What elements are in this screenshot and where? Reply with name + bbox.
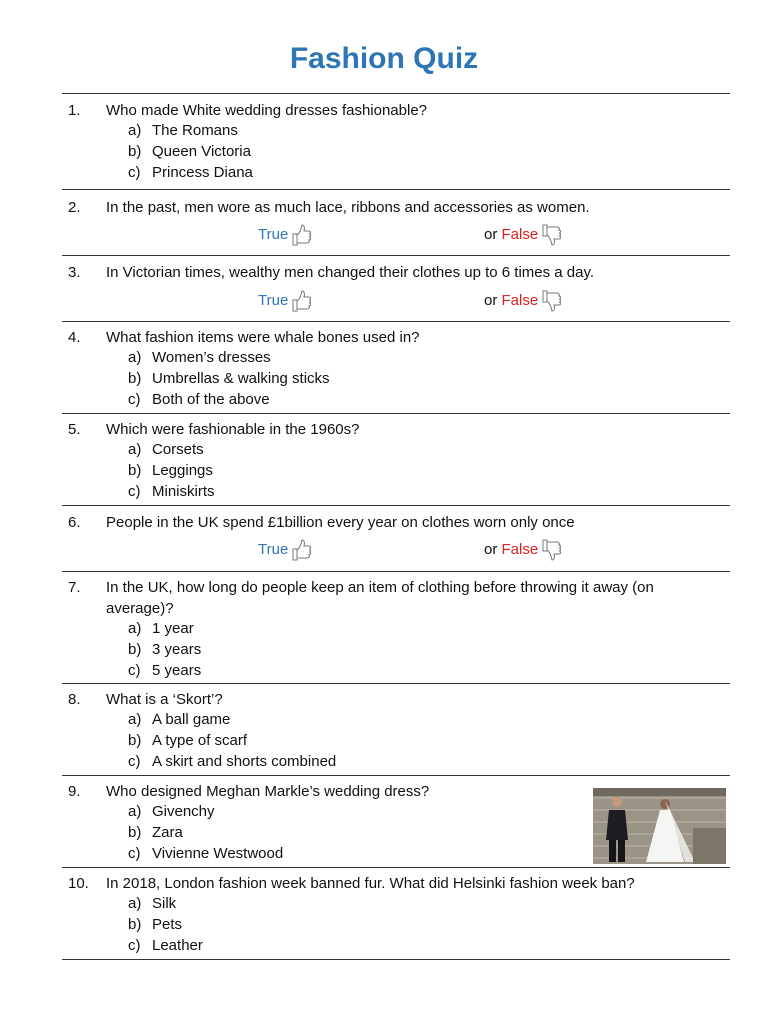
false-option[interactable]: or False	[484, 538, 561, 562]
option-a: a) Corsets	[128, 441, 204, 458]
thumbs-up-icon	[289, 289, 311, 313]
quiz-list	[62, 93, 730, 960]
question-number: 10.	[68, 875, 89, 892]
page-title: Fashion Quiz	[289, 42, 479, 75]
option-c: c) Princess Diana	[128, 164, 253, 181]
question-text: In Victorian times, wealthy men changed their clothes up to 6 times a day.	[106, 264, 595, 281]
question-number: 8.	[68, 691, 81, 708]
option-a: a) The Romans	[128, 122, 238, 139]
option-b: b) Leggings	[128, 462, 213, 479]
question-7	[62, 572, 730, 684]
option-c: c) Leather	[128, 937, 203, 954]
question-6	[62, 506, 730, 572]
question-1	[62, 94, 730, 190]
question-text: What fashion items were whale bones used in?	[106, 329, 420, 346]
option-b: b) Zara	[128, 824, 183, 841]
question-number: 7.	[68, 579, 81, 596]
question-text: In 2018, London fashion week banned fur. What did Helsinki fashion week ban?	[106, 875, 635, 892]
true-option[interactable]: True	[258, 538, 311, 562]
options-list	[128, 347, 330, 410]
question-text: In the UK, how long do people keep an item of clothing before throwing it away (on average)?	[106, 579, 654, 617]
thumbs-down-icon	[539, 289, 561, 313]
question-text: What is a ‘Skort’?	[106, 691, 223, 708]
option-a: a) Women’s dresses	[128, 349, 271, 366]
false-option[interactable]: or False	[484, 223, 561, 247]
option-b: b) 3 years	[128, 641, 202, 658]
options-list	[128, 801, 283, 864]
option-c: c) Both of the above	[128, 391, 270, 408]
option-b: b) Pets	[128, 916, 183, 933]
options-list	[128, 439, 215, 502]
question-text: In the past, men wore as much lace, ribbons and accessories as women.	[106, 199, 590, 216]
true-option[interactable]: True	[258, 223, 311, 247]
option-b: b) Umbrellas & walking sticks	[128, 370, 330, 387]
thumbs-up-icon	[289, 223, 311, 247]
options-list	[128, 618, 201, 681]
true-option[interactable]: True	[258, 289, 311, 313]
false-option[interactable]: or False	[484, 289, 561, 313]
option-c: c) Vivienne Westwood	[128, 845, 284, 862]
question-text: People in the UK spend £1billion every year on clothes worn only once	[106, 514, 575, 531]
option-c: c) Miniskirts	[128, 483, 215, 500]
option-a: a) 1 year	[128, 620, 194, 637]
option-c: c) 5 years	[128, 662, 202, 679]
thumbs-down-icon	[539, 223, 561, 247]
wedding-photo	[593, 788, 726, 864]
question-number: 2.	[68, 199, 81, 216]
option-a: a) Silk	[128, 895, 177, 912]
option-c: c) A skirt and shorts combined	[128, 753, 337, 770]
question-number: 5.	[68, 421, 81, 438]
option-a: a) A ball game	[128, 711, 231, 728]
question-3	[62, 256, 730, 322]
question-9	[62, 776, 730, 868]
question-5	[62, 414, 730, 506]
thumbs-up-icon	[289, 538, 311, 562]
question-4	[62, 322, 730, 414]
question-text: Who designed Meghan Markle’s wedding dress?	[106, 783, 430, 800]
option-b: b) A type of scarf	[128, 732, 248, 749]
question-8	[62, 684, 730, 776]
option-a: a) Givenchy	[128, 803, 215, 820]
option-b: b) Queen Victoria	[128, 143, 251, 160]
question-number: 1.	[68, 102, 81, 119]
question-number: 6.	[68, 514, 81, 531]
options-list	[128, 893, 203, 956]
question-text: Which were fashionable in the 1960s?	[106, 421, 360, 438]
question-10	[62, 868, 730, 960]
options-list	[128, 120, 253, 183]
thumbs-down-icon	[539, 538, 561, 562]
question-number: 3.	[68, 264, 81, 281]
options-list	[128, 709, 336, 772]
question-text: Who made White wedding dresses fashionable?	[106, 102, 428, 119]
question-number: 4.	[68, 329, 81, 346]
question-number: 9.	[68, 783, 81, 800]
question-2	[62, 190, 730, 256]
